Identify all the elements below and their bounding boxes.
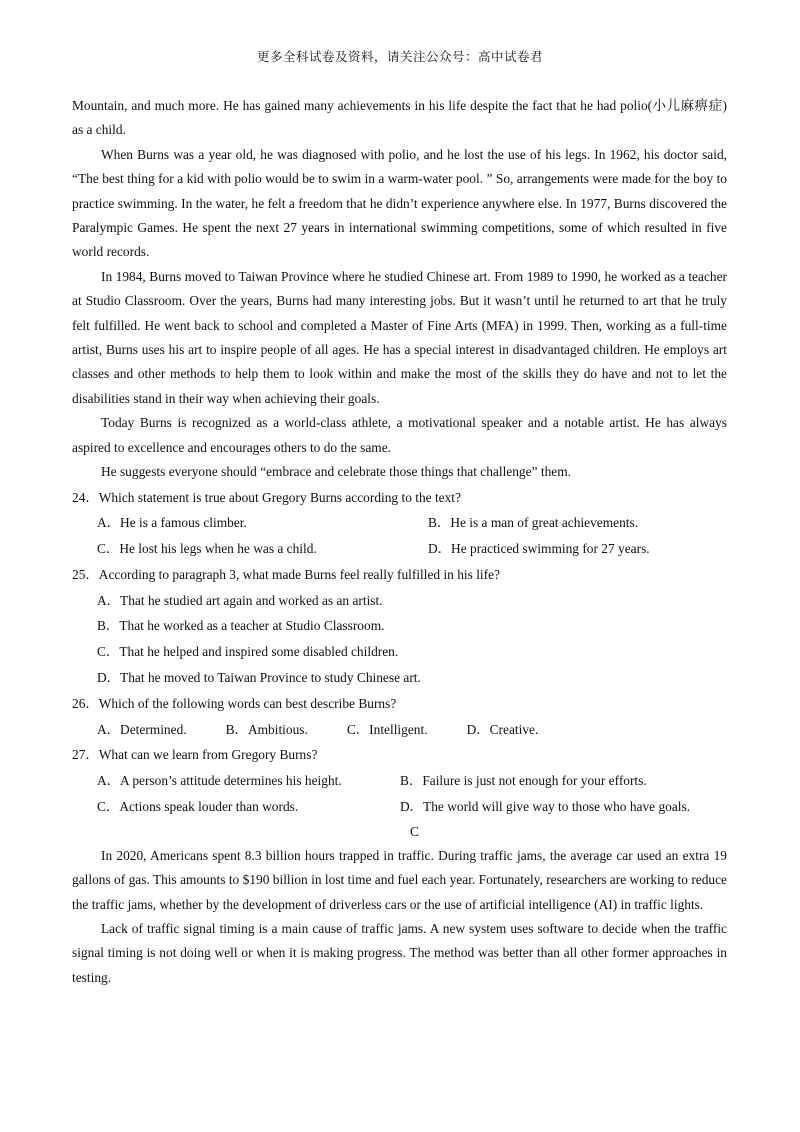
- question-stem: 27．What can we learn from Gregory Burns?: [72, 747, 318, 763]
- question-27: [72, 742, 727, 819]
- passage-paragraph: Lack of traffic signal timing is a main cause of traffic jams. A new system uses software to decide when the traffic signal timing is not doing well or when it is making progress. The method was better than all other former approaches in testing.: [72, 921, 727, 985]
- option-d[interactable]: D．That he moved to Taiwan Province to study Chinese art.: [97, 670, 421, 686]
- passage-paragraph: When Burns was a year old, he was diagnosed with polio, and he lost the use of his legs. In 1962, his doctor said, “The best thing for a kid with polio would be to swim in a warm-water pool. ” So, arrangements were made for the boy to practice swimming. In the water, he felt a freedom that he didn’t experience anywhere else. In 1977, Burns discovered the Paralympic Games. He spent the next 27 years in international swimming competitions, some of which resulted in five world records.: [72, 146, 727, 260]
- option-c[interactable]: C．He lost his legs when he was a child.: [97, 541, 317, 557]
- question-26: [72, 691, 727, 743]
- options-list: [72, 768, 727, 820]
- exam-content: [72, 94, 727, 990]
- passage-paragraph: In 2020, Americans spent 8.3 billion hours trapped in traffic. During traffic jams, the average car used an extra 19 gallons of gas. This amounts to $190 billion in lost time and fuel each year. Fortunately, researchers are working to reduce the traffic jams, whether by the development of driverless cars or the use of artificial intelligence (AI) in traffic lights.: [72, 847, 727, 912]
- question-25: [72, 562, 727, 691]
- passage-b: [72, 94, 727, 485]
- option-c[interactable]: C．Intelligent.: [346, 721, 428, 737]
- option-b[interactable]: B．Failure is just not enough for your efforts.: [400, 773, 647, 789]
- question-stem: 25．According to paragraph 3, what made Burns feel really fulfilled in his life?: [72, 566, 500, 582]
- question-stem: 26．Which of the following words can best describe Burns?: [72, 695, 397, 711]
- option-b[interactable]: B．That he worked as a teacher at Studio Classroom.: [97, 618, 385, 634]
- option-a[interactable]: A．He is a famous climber.: [97, 515, 247, 531]
- options-list: [72, 717, 727, 743]
- passage-c: [72, 844, 727, 990]
- question-stem: 24．Which statement is true about Gregory Burns according to the text?: [72, 489, 461, 505]
- passage-paragraph: Mountain, and much more. He has gained many achievements in his life despite the fact that he had polio(小儿麻痹症) as a child.: [72, 98, 727, 138]
- option-a[interactable]: A．That he studied art again and worked as an artist.: [97, 592, 383, 608]
- options-list: [72, 510, 727, 562]
- passage-paragraph: In 1984, Burns moved to Taiwan Province where he studied Chinese art. From 1989 to 1990, he worked as a teacher at Studio Classroom. Over the years, Burns had many interesting jobs. But it wasn’t until he returned to art that he truly felt fulfilled. He went back to school and completed a Master of Fine Arts (MFA) in 1999. Then, working as a full-time artist, Burns uses his art to inspire people of all ages. He has a special interest in disadvantaged children. He employs art classes and other methods to help them to look within and make the most of the skills they do have and not to let the disabilities stand in their way when achieving their goals.: [72, 268, 727, 406]
- option-d[interactable]: D．The world will give way to those who have goals.: [400, 799, 691, 815]
- question-24: [72, 485, 727, 562]
- option-a[interactable]: A．Determined.: [97, 721, 187, 737]
- option-b[interactable]: B．He is a man of great achievements.: [428, 515, 639, 531]
- passage-paragraph: He suggests everyone should “embrace and celebrate those things that challenge” them.: [101, 464, 571, 480]
- page-header-notice: 更多全科试卷及资料，请关注公众号：高中试卷君: [256, 49, 543, 64]
- passage-paragraph: Today Burns is recognized as a world-class athlete, a motivational speaker and a notable artist. He has always aspired to excellence and encourages others to do the same.: [72, 415, 727, 455]
- option-d[interactable]: D．He practiced swimming for 27 years.: [428, 541, 650, 557]
- options-list: [72, 588, 727, 691]
- passage-c-label: C: [410, 823, 419, 839]
- option-a[interactable]: A．A person’s attitude determines his height.: [97, 773, 342, 789]
- option-b[interactable]: B．Ambitious.: [225, 721, 308, 737]
- option-d[interactable]: D．Creative.: [466, 721, 539, 737]
- option-c[interactable]: C．That he helped and inspired some disabled children.: [97, 644, 399, 660]
- option-c[interactable]: C．Actions speak louder than words.: [97, 799, 299, 815]
